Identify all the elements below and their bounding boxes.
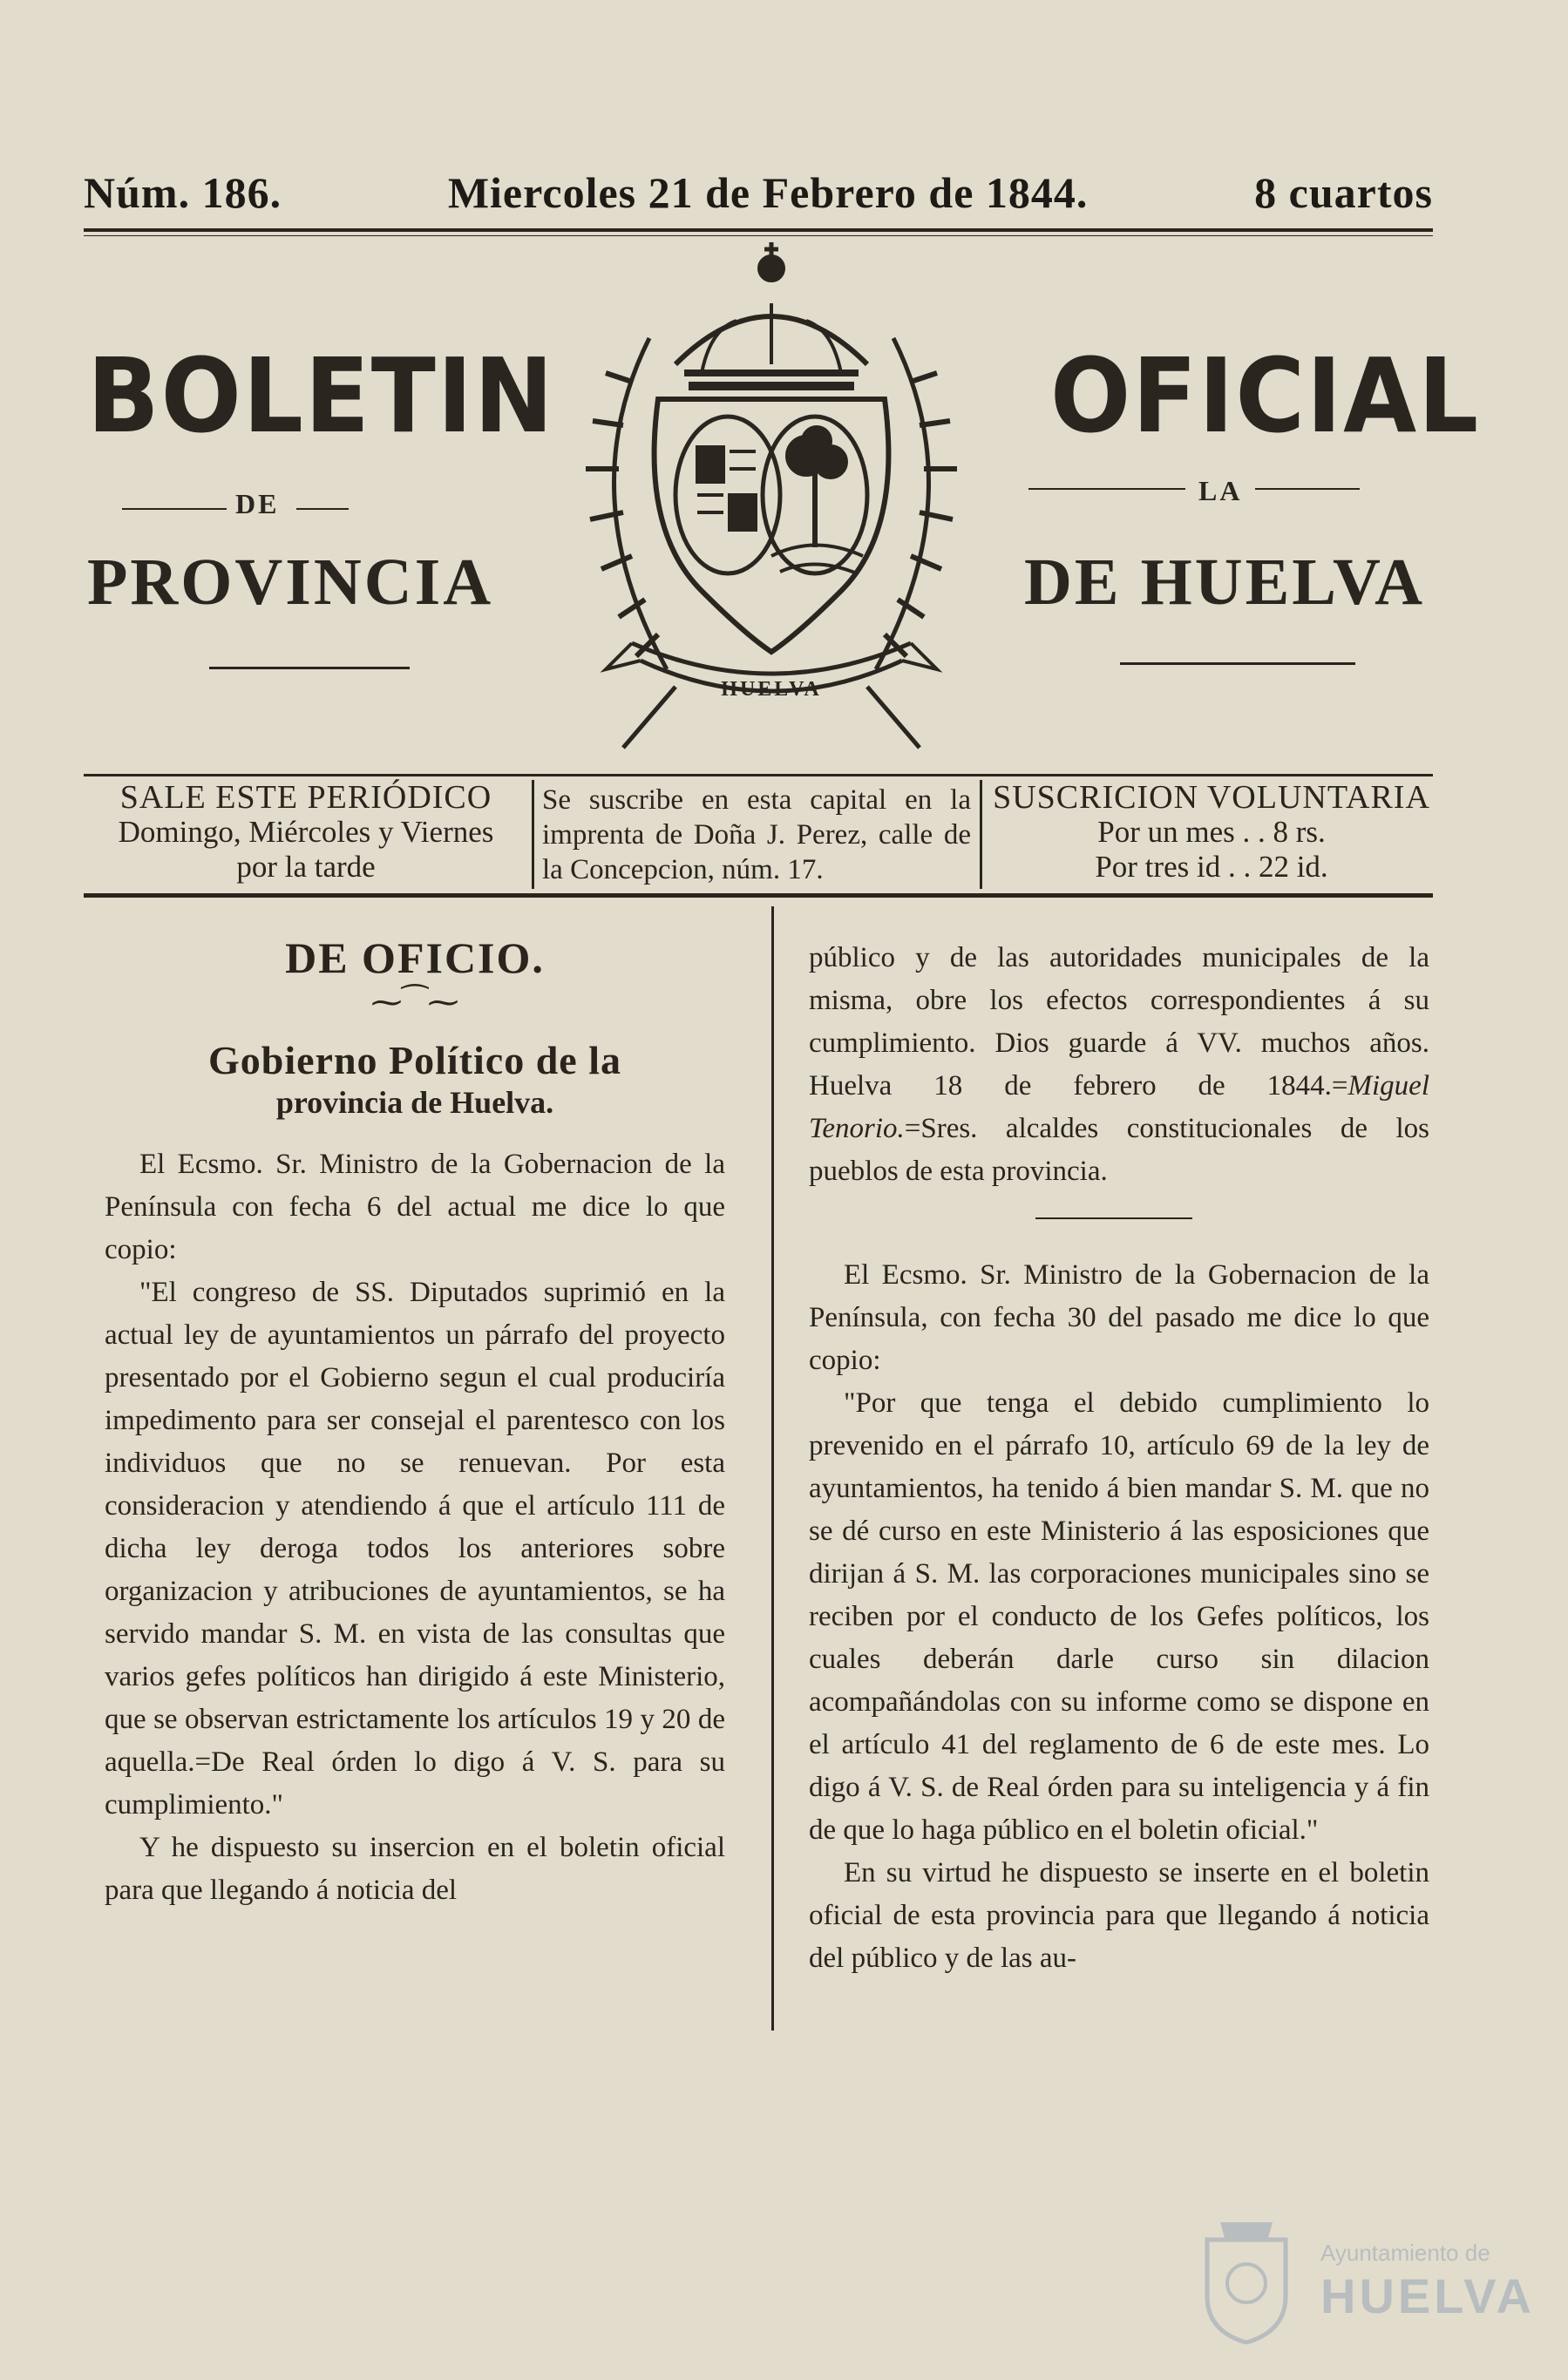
signature: Miguel Tenorio. [809, 1070, 1429, 1144]
info-divider-1 [532, 780, 534, 889]
article-heading: Gobierno Político de la [207, 1038, 621, 1082]
watermark-line2: HUELVA [1320, 2268, 1535, 2323]
masthead-rule-under-left [209, 667, 410, 669]
masthead-rule-right [1028, 488, 1185, 490]
issue-date: Miercoles 21 de Febrero de 1844. [447, 168, 1089, 217]
crest-label: HUELVA [721, 678, 822, 701]
right-column [809, 937, 1429, 1980]
info-bottom-rule [84, 893, 1433, 898]
masthead-de-huelva: DE HUELVA [1024, 546, 1425, 619]
masthead-rule-right-b [1255, 488, 1360, 490]
right-paragraph-2: El Ecsmo. Sr. Ministro de la Gobernacion de la Península, con fecha 30 del pasado me dice lo que copio: [809, 1259, 1429, 1376]
masthead-de: DE [235, 488, 280, 519]
right-paragraph-1 [809, 937, 1429, 1193]
issue-number: Núm. 186. [84, 168, 282, 217]
archive-watermark [1198, 2214, 1535, 2344]
section-title: DE OFICIO. [285, 933, 545, 982]
watermark-shield-icon [1198, 2214, 1294, 2344]
info-right [989, 780, 1434, 893]
issue-price: 8 cuartos [1254, 168, 1433, 217]
ornament: ⁓⁀⁓ [370, 985, 459, 1020]
watermark-line1: Ayuntamiento de [1320, 2240, 1490, 2266]
masthead-boletin: BOLETIN [87, 336, 555, 456]
right-paragraph-3: "Por que tenga el debido cumplimiento lo prevenido en el párrafo 10, artículo 69 de la ley de ayuntamientos, ha tenido á bien mandar S. M. que no se dé curso en este Ministerio á las esposiciones que dirijan á S. M. las corporaciones municipales sino se reciben por el conducto de los Gefes políticos, los cuales deberán darle curso sin dilacion acompañándolas con su informe como se dispone en el artículo 41 del reglamento de 6 de este mes. Lo digo á V. S. de Real órden para su inteligencia y á fin de que lo haga público en el boletin oficial." [809, 1387, 1429, 1846]
left-column [105, 933, 725, 1912]
info-left-days: Domingo, Miércoles y Viernes [118, 815, 494, 849]
info-divider-2 [980, 780, 982, 889]
article-subheading: provincia de Huelva. [275, 1085, 554, 1120]
left-paragraph-1: El Ecsmo. Sr. Ministro de la Gobernacion de la Península con fecha 6 del actual me dice lo que copio: [105, 1149, 725, 1265]
right-paragraph-1-text: público y de las autoridades municipales de la misma, obre los efectos correspondientes á su cumplimiento. Dios guarde á VV. muchos años. Huelva 18 de febrero de 1844.= [809, 942, 1429, 1102]
right-paragraph-1-end: =Sres. alcaldes constitucionales de los pueblos de esta provincia. [809, 1113, 1429, 1187]
header-rule [84, 228, 1433, 232]
masthead-rule-under-right [1120, 662, 1355, 665]
right-paragraph-4: En su virtud he dispuesto se inserte en el boletin oficial de esta provincia para que llegando á noticia del público y de las au- [809, 1857, 1429, 1974]
info-right-month: Por un mes . . 8 rs. [1097, 815, 1326, 849]
info-middle [542, 783, 971, 896]
masthead-provincia: PROVINCIA [87, 546, 494, 619]
right-separator [1035, 1217, 1192, 1219]
masthead-rule-left [122, 508, 227, 510]
info-left-time: por la tarde [236, 850, 376, 884]
masthead-la: LA [1198, 475, 1243, 506]
info-top-rule [84, 774, 1433, 776]
left-paragraph-3: Y he dispuesto su insercion en el boletin oficial para que llegando á noticia del [105, 1832, 725, 1906]
left-paragraph-2: "El congreso de SS. Diputados suprimió en la actual ley de ayuntamientos un párrafo del proyecto presentado por el Gobierno segun el cual produciría impedimento para ser consejal el parentesco con los individuos que no se renuevan. Por esta consideracion y atendiendo á que el artículo 111 de dicha ley deroga todos los anteriores sobre organizacion y atribuciones de ayuntamientos, se ha servido mandar S. M. en vista de las consultas que varios gefes políticos han dirigido á este Ministerio, que se observan estrictamente los artículos 19 y 20 de aquella.=De Real órden lo digo á V. S. para su cumplimiento." [105, 1277, 725, 1821]
info-right-title: SUSCRICION VOLUNTARIA [993, 779, 1430, 816]
issue-header [84, 167, 1433, 218]
info-left-title: SALE ESTE PERIÓDICO [119, 779, 492, 816]
info-left [84, 780, 528, 893]
info-right-quarter: Por tres id . . 22 id. [1095, 850, 1328, 884]
masthead-oficial: OFICIAL [1050, 336, 1480, 456]
info-middle-text: Se suscribe en esta capital en la imprenta de Doña J. Perez, calle de la Concepcion, núm. 17. [542, 784, 971, 885]
coat-of-arms [501, 234, 1042, 774]
masthead-rule-left-b [296, 508, 349, 510]
column-divider [771, 906, 774, 2031]
